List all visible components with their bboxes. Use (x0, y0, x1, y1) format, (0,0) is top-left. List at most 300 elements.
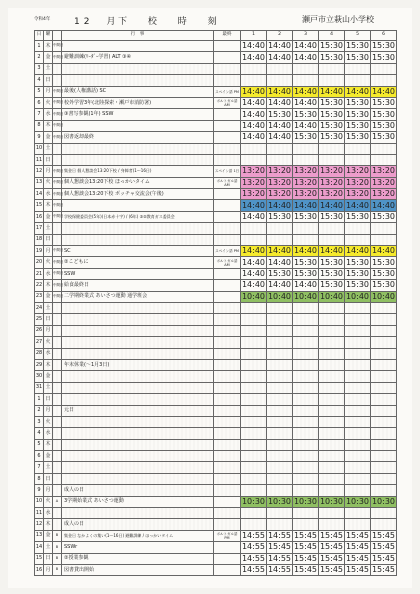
weekday-cell: 木 (44, 200, 53, 211)
table-row (35, 359, 397, 370)
dismissal-time-cell (241, 394, 267, 405)
dismissal-time-cell: 14:40 (293, 246, 318, 256)
dismissal-time-cell: 10:40 (293, 291, 318, 301)
table-row (35, 508, 397, 519)
dismissal-time-cell (371, 154, 397, 165)
col-note-header: 最終 (214, 31, 241, 41)
school-name: 瀬戸市立萩山小学校 (302, 15, 374, 24)
dismissal-time-cell: 15:30 (371, 280, 396, 290)
table-row (35, 41, 397, 52)
special-cell (53, 348, 62, 359)
dismissal-time-cell (371, 508, 397, 519)
time-note-cell: スペイン語 1日 (214, 166, 241, 177)
dismissal-time-cell: 15:45 (371, 565, 396, 575)
table-row (35, 86, 397, 97)
dismissal-time-cell: 13:20 (267, 177, 292, 187)
special-cell (53, 485, 62, 496)
dismissal-time-cell: 15:30 (371, 120, 396, 130)
table-row (35, 371, 397, 382)
dismissal-time-cell: 14:55 (241, 553, 266, 563)
time-note-cell (214, 416, 241, 427)
table-row (35, 439, 397, 450)
dismissal-time-cell: 10:30 (319, 496, 344, 506)
time-note-cell: ボルトガル語 AM (214, 97, 241, 108)
time-note-cell (214, 291, 241, 302)
dismissal-time-cell (267, 439, 293, 450)
table-row (35, 485, 397, 496)
dismissal-time-cell (293, 451, 319, 462)
col-period-1-header: 1 (241, 31, 267, 41)
table-row (35, 246, 397, 257)
event-cell: ③書写参観(1年) SSW (62, 109, 214, 120)
dismissal-time-cell: 14:40 (241, 212, 266, 222)
dismissal-time-cell: 15:30 (319, 52, 344, 62)
event-cell: 成人の日 (62, 519, 214, 530)
dismissal-time-cell: 14:55 (241, 530, 266, 540)
table-row (35, 52, 397, 63)
time-note-cell (214, 542, 241, 553)
col-period-3-header: 3 (293, 31, 319, 41)
time-note-cell (214, 189, 241, 200)
weekday-cell: 木 (44, 519, 53, 530)
time-note-cell (214, 211, 241, 222)
dismissal-time-cell: 15:30 (345, 52, 370, 62)
time-note-cell (214, 508, 241, 519)
table-row (35, 314, 397, 325)
time-note-cell (214, 382, 241, 393)
time-note-cell: スペイン語 PM (214, 246, 241, 257)
page-header (34, 14, 394, 26)
dismissal-time-cell (293, 462, 319, 473)
dismissal-time-cell: 15:30 (319, 120, 344, 130)
day-cell: 16 (35, 211, 44, 222)
dismissal-time-cell: 15:30 (345, 212, 370, 222)
dismissal-time-cell (345, 462, 371, 473)
special-cell (53, 302, 62, 313)
dismissal-time-cell: 14:40 (371, 200, 396, 210)
dismissal-time-cell: 15:30 (293, 212, 318, 222)
special-cell: 中間日 (53, 257, 62, 268)
dismissal-time-cell: 10:40 (267, 291, 292, 301)
weekday-cell: 月 (44, 86, 53, 97)
weekday-cell: 土 (44, 143, 53, 154)
event-cell: 給食最終日 (62, 280, 214, 291)
dismissal-time-cell (319, 359, 345, 370)
dismissal-time-cell (241, 451, 267, 462)
dismissal-time-cell (345, 75, 371, 86)
special-cell: 中間日 (53, 189, 62, 200)
special-cell (53, 371, 62, 382)
dismissal-time-cell: 15:45 (371, 553, 396, 563)
dismissal-time-cell (267, 359, 293, 370)
dismissal-time-cell: 14:40 (293, 86, 318, 96)
dismissal-time-cell: 10:30 (345, 496, 370, 506)
time-note-cell (214, 154, 241, 165)
dismissal-time-cell (319, 314, 345, 325)
special-cell (53, 154, 62, 165)
dismissal-time-cell: 14:40 (267, 52, 292, 62)
special-cell (53, 63, 62, 74)
time-note-cell (214, 52, 241, 63)
dismissal-time-cell: 15:45 (293, 530, 318, 540)
dismissal-time-cell: 14:40 (267, 86, 292, 96)
special-cell: 中間日 (53, 177, 62, 188)
dismissal-time-cell (319, 519, 345, 530)
dismissal-time-cell: 13:20 (241, 189, 266, 199)
dismissal-time-cell (267, 154, 293, 165)
special-cell: 中間日 (53, 132, 62, 143)
dismissal-time-cell (345, 359, 371, 370)
weekday-cell: 水 (44, 268, 53, 279)
time-note-cell (214, 302, 241, 313)
dismissal-time-cell: 13:20 (267, 189, 292, 199)
dismissal-time-cell (319, 223, 345, 234)
day-cell: 1 (35, 394, 44, 405)
weekday-cell: 金 (44, 211, 53, 222)
day-cell: 31 (35, 382, 44, 393)
dismissal-time-cell: 10:40 (319, 291, 344, 301)
time-note-cell (214, 337, 241, 348)
table-row (35, 394, 397, 405)
dismissal-time-cell: 15:30 (319, 257, 344, 267)
dismissal-time-cell (319, 143, 345, 154)
special-cell (53, 314, 62, 325)
weekday-cell: 土 (44, 63, 53, 74)
dismissal-time-cell (241, 508, 267, 519)
dismissal-time-cell (267, 75, 293, 86)
time-note-cell: ボルトガル語 PM (214, 530, 241, 541)
dismissal-time-cell: 15:45 (345, 565, 370, 575)
time-note-cell (214, 553, 241, 564)
weekday-cell: 日 (44, 394, 53, 405)
time-note-cell (214, 132, 241, 143)
dismissal-time-cell (267, 143, 293, 154)
day-cell: 19 (35, 246, 44, 257)
event-cell: SSW (62, 268, 214, 279)
dismissal-time-cell: 15:30 (319, 212, 344, 222)
special-cell (53, 462, 62, 473)
dismissal-time-cell (319, 234, 345, 245)
dismissal-time-cell: 13:20 (345, 189, 370, 199)
day-cell: 10 (35, 143, 44, 154)
dismissal-time-cell (241, 143, 267, 154)
day-cell: 7 (35, 462, 44, 473)
dismissal-time-cell: 13:20 (241, 166, 266, 176)
day-cell: 3 (35, 63, 44, 74)
dismissal-time-cell (241, 462, 267, 473)
dismissal-time-cell (293, 428, 319, 439)
day-cell: 15 (35, 200, 44, 211)
dismissal-time-cell: 13:20 (319, 166, 344, 176)
time-note-cell (214, 234, 241, 245)
time-note-cell (214, 359, 241, 370)
table-row (35, 132, 397, 143)
table-row (35, 530, 397, 541)
dismissal-time-cell: 13:20 (293, 189, 318, 199)
special-cell: B (53, 542, 62, 553)
dismissal-time-cell: 15:30 (345, 269, 370, 278)
dismissal-time-cell (293, 382, 319, 393)
special-cell (53, 337, 62, 348)
dismissal-time-cell (319, 485, 345, 496)
dismissal-time-cell: 15:30 (345, 98, 370, 108)
event-cell: 図書貸出開始 (62, 564, 214, 575)
day-cell: 11 (35, 508, 44, 519)
weekday-cell: 金 (44, 132, 53, 143)
dismissal-time-cell: 14:40 (267, 200, 292, 210)
dismissal-time-cell (293, 473, 319, 484)
special-cell (53, 359, 62, 370)
dismissal-time-cell (267, 348, 293, 359)
day-cell: 2 (35, 52, 44, 63)
dismissal-time-cell (293, 63, 319, 74)
weekday-cell: 日 (44, 553, 53, 564)
special-cell (53, 223, 62, 234)
dismissal-time-cell: 15:30 (267, 212, 292, 222)
dismissal-time-cell (267, 337, 293, 348)
dismissal-time-cell (293, 154, 319, 165)
dismissal-time-cell: 13:20 (371, 189, 396, 199)
dismissal-time-cell (267, 382, 293, 393)
dismissal-time-cell (241, 359, 267, 370)
table-row (35, 473, 397, 484)
dismissal-time-cell (345, 302, 371, 313)
weekday-cell: 日 (44, 473, 53, 484)
dismissal-time-cell: 14:40 (241, 132, 266, 142)
dismissal-time-cell (293, 508, 319, 519)
dismissal-time-cell (241, 485, 267, 496)
dismissal-time-table (34, 30, 397, 576)
table-row (35, 177, 397, 188)
dismissal-time-cell (241, 519, 267, 530)
dismissal-time-cell (293, 337, 319, 348)
event-cell (62, 371, 214, 382)
table-row (35, 325, 397, 336)
dismissal-time-cell (293, 416, 319, 427)
dismissal-time-cell: 10:40 (241, 291, 266, 301)
dismissal-time-cell: 13:20 (319, 177, 344, 187)
dismissal-time-cell: 10:30 (371, 496, 396, 506)
special-cell (53, 325, 62, 336)
time-note-cell (214, 473, 241, 484)
table-row (35, 337, 397, 348)
table-row (35, 451, 397, 462)
dismissal-time-cell (267, 508, 293, 519)
dismissal-time-cell (345, 473, 371, 484)
dismissal-time-cell (345, 508, 371, 519)
dismissal-time-cell (293, 314, 319, 325)
special-cell (53, 382, 62, 393)
dismissal-time-cell (241, 63, 267, 74)
dismissal-time-cell (319, 451, 345, 462)
dismissal-time-cell (241, 348, 267, 359)
dismissal-time-cell (371, 348, 397, 359)
dismissal-time-cell: 10:40 (371, 291, 396, 301)
event-cell: 3学期始業式 あいさつ運動 (62, 496, 214, 507)
dismissal-time-cell: 15:30 (319, 41, 344, 51)
weekday-cell: 月 (44, 246, 53, 257)
event-cell: 最後(人権講話) SC (62, 86, 214, 97)
weekday-cell: 日 (44, 314, 53, 325)
day-cell: 8 (35, 473, 44, 484)
dismissal-time-cell: 13:20 (371, 177, 396, 187)
dismissal-time-cell: 15:45 (319, 553, 344, 563)
dismissal-time-cell (371, 302, 397, 313)
weekday-cell: 火 (44, 177, 53, 188)
dismissal-time-cell: 14:40 (267, 280, 292, 290)
dismissal-time-cell: 15:30 (319, 132, 344, 142)
dismissal-time-cell: 15:45 (345, 553, 370, 563)
dismissal-time-cell (345, 382, 371, 393)
dismissal-time-cell (267, 234, 293, 245)
dismissal-time-cell (293, 439, 319, 450)
day-cell: 5 (35, 439, 44, 450)
day-cell: 12 (35, 519, 44, 530)
time-note-cell (214, 405, 241, 416)
col-weekday-header: 曜 (44, 31, 53, 41)
event-cell: 集金日 個人懇談会13:20下校 / 身障者(1〜16日) (62, 166, 214, 177)
dismissal-time-cell (371, 428, 397, 439)
dismissal-time-cell (241, 428, 267, 439)
dismissal-time-cell (371, 416, 397, 427)
dismissal-time-cell (319, 302, 345, 313)
dismissal-time-cell: 14:40 (241, 280, 266, 290)
weekday-cell: 土 (44, 382, 53, 393)
dismissal-time-cell: 14:40 (319, 200, 344, 210)
special-cell (53, 439, 62, 450)
dismissal-time-cell: 15:30 (345, 41, 370, 51)
dismissal-time-cell: 13:20 (293, 166, 318, 176)
dismissal-time-cell (371, 439, 397, 450)
dismissal-time-cell (345, 234, 371, 245)
dismissal-time-cell (293, 405, 319, 416)
table-row (35, 109, 397, 120)
dismissal-time-cell (267, 394, 293, 405)
weekday-cell: 月 (44, 564, 53, 575)
table-row (35, 405, 397, 416)
event-cell (62, 451, 214, 462)
dismissal-time-cell: 15:30 (345, 109, 370, 119)
dismissal-time-cell (371, 223, 397, 234)
dismissal-time-cell: 14:40 (241, 200, 266, 210)
dismissal-time-cell: 14:40 (241, 52, 266, 62)
dismissal-time-cell: 15:30 (293, 109, 318, 119)
dismissal-time-cell (293, 394, 319, 405)
col-special-header (53, 31, 62, 41)
special-cell: 中間日 (53, 200, 62, 211)
event-cell (62, 439, 214, 450)
dismissal-time-cell (319, 473, 345, 484)
dismissal-time-cell (267, 371, 293, 382)
table-row (35, 166, 397, 177)
dismissal-time-cell: 15:30 (319, 109, 344, 119)
dismissal-time-cell (241, 371, 267, 382)
time-note-cell (214, 451, 241, 462)
day-cell: 8 (35, 120, 44, 131)
dismissal-time-cell: 14:40 (241, 120, 266, 130)
col-period-5-header: 5 (345, 31, 371, 41)
event-cell: ②こどもに (62, 257, 214, 268)
dismissal-time-cell (293, 485, 319, 496)
day-cell: 5 (35, 86, 44, 97)
event-cell (62, 154, 214, 165)
dismissal-time-cell: 15:45 (371, 542, 396, 552)
weekday-cell: 月 (44, 405, 53, 416)
time-note-cell: スペイン語 PM (214, 86, 241, 97)
day-cell: 9 (35, 132, 44, 143)
dismissal-time-cell (241, 416, 267, 427)
dismissal-time-cell: 14:40 (267, 246, 292, 256)
special-cell: 中間日 (53, 52, 62, 63)
dismissal-time-cell: 15:45 (371, 530, 396, 540)
weekday-cell: 火 (44, 416, 53, 427)
dismissal-time-cell (293, 234, 319, 245)
day-cell: 26 (35, 325, 44, 336)
day-cell: 11 (35, 154, 44, 165)
event-cell (62, 508, 214, 519)
weekday-cell: 金 (44, 451, 53, 462)
dismissal-time-cell: 15:30 (267, 109, 292, 119)
special-cell (53, 234, 62, 245)
time-note-cell (214, 496, 241, 507)
table-row (35, 542, 397, 553)
dismissal-time-cell: 15:30 (345, 257, 370, 267)
dismissal-time-cell (319, 416, 345, 427)
day-cell: 4 (35, 428, 44, 439)
dismissal-time-cell (267, 473, 293, 484)
dismissal-time-cell (371, 394, 397, 405)
event-cell (62, 473, 214, 484)
dismissal-time-cell: 15:30 (293, 269, 318, 278)
time-note-cell (214, 394, 241, 405)
dismissal-time-cell (345, 154, 371, 165)
weekday-cell: 木 (44, 41, 53, 52)
dismissal-time-cell (371, 75, 397, 86)
table-row (35, 189, 397, 200)
day-cell: 7 (35, 109, 44, 120)
special-cell (53, 143, 62, 154)
dismissal-time-cell (319, 508, 345, 519)
event-cell: ②授業参観 (62, 553, 214, 564)
col-event-header: 行 事 (62, 31, 214, 41)
dismissal-time-cell (293, 75, 319, 86)
time-note-cell: ボルトガル語 AM (214, 257, 241, 268)
time-note-cell (214, 371, 241, 382)
dismissal-time-cell (345, 348, 371, 359)
table-row (35, 519, 397, 530)
special-cell: B (53, 564, 62, 575)
dismissal-time-cell (241, 234, 267, 245)
dismissal-time-cell: 13:20 (267, 166, 292, 176)
dismissal-time-cell (371, 143, 397, 154)
time-note-cell (214, 564, 241, 575)
dismissal-time-cell: 14:40 (267, 257, 292, 267)
dismissal-time-cell: 14:40 (345, 86, 370, 96)
table-row (35, 143, 397, 154)
dismissal-time-cell (267, 416, 293, 427)
weekday-cell: 月 (44, 485, 53, 496)
dismissal-time-cell (267, 405, 293, 416)
dismissal-time-cell (267, 63, 293, 74)
dismissal-time-cell: 14:40 (241, 109, 266, 119)
weekday-cell: 月 (44, 166, 53, 177)
dismissal-time-cell (345, 428, 371, 439)
special-cell: 中間日 (53, 166, 62, 177)
dismissal-time-cell: 15:30 (319, 98, 344, 108)
event-cell (62, 337, 214, 348)
dismissal-time-cell (371, 371, 397, 382)
event-cell (62, 41, 214, 52)
